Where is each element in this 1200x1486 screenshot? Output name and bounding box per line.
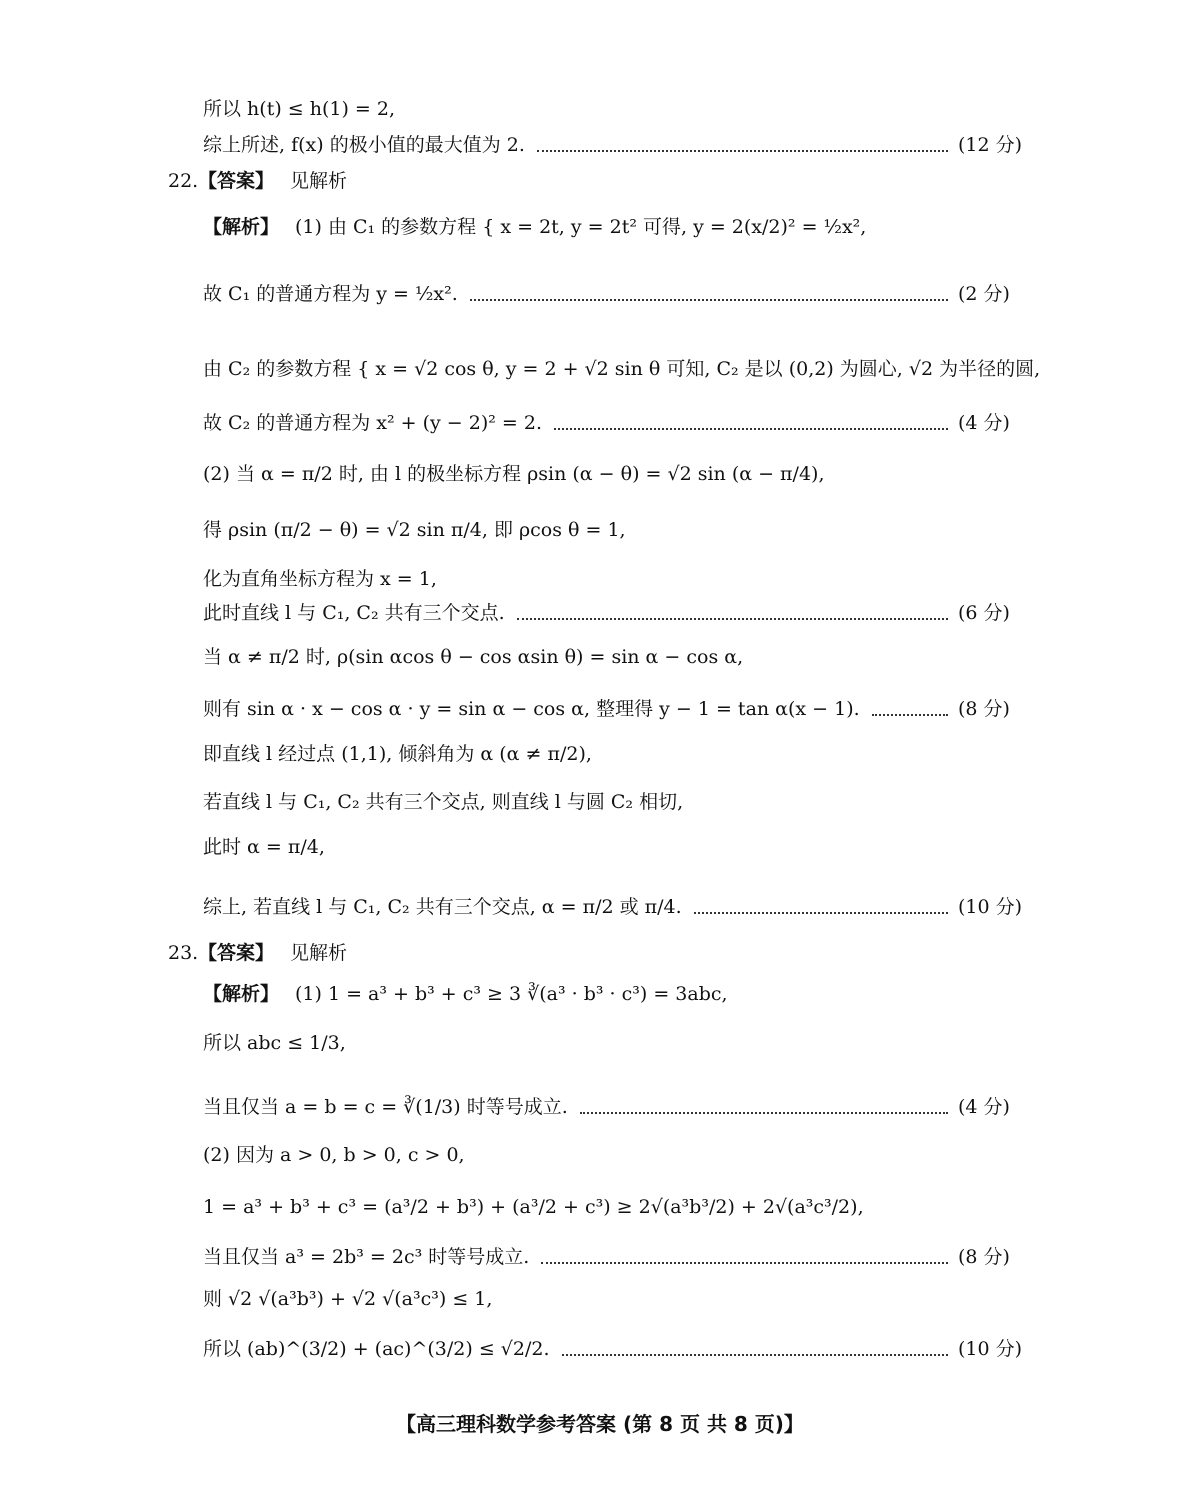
- line-text: 则有 sin α · x − cos α · y = sin α − cos α, 整理得 y − 1 = tan α(x − 1).: [203, 698, 860, 720]
- dotted-leader: [872, 714, 948, 716]
- question-number: 23.: [168, 942, 199, 964]
- line-text: 当且仅当 a³ = 2b³ = 2c³ 时等号成立.: [203, 1246, 530, 1268]
- line-text: 则 √2 √(a³b³) + √2 √(a³c³) ≤ 1,: [203, 1288, 493, 1310]
- line-text: 所以 abc ≤ 1/3,: [203, 1032, 346, 1054]
- line-text: 见解析: [290, 942, 348, 964]
- dotted-leader: [694, 912, 948, 914]
- line-text: 所以 (ab)^(3/2) + (ac)^(3/2) ≤ √2/2.: [203, 1338, 550, 1360]
- score-label: (8 分): [958, 698, 1010, 720]
- dotted-leader: [562, 1354, 948, 1356]
- score-label: (10 分): [958, 1338, 1023, 1360]
- line-text: 综上, 若直线 l 与 C₁, C₂ 共有三个交点, α = π/2 或 π/4.: [203, 896, 682, 918]
- score-label: (4 分): [958, 412, 1010, 434]
- line-text: 所以 h(t) ≤ h(1) = 2,: [203, 98, 396, 120]
- line-text: 见解析: [290, 170, 348, 192]
- line-text: 此时 α = π/4,: [203, 836, 325, 858]
- line-text: 当且仅当 a = b = c = ∛(1/3) 时等号成立.: [203, 1096, 568, 1118]
- line-text: (1) 1 = a³ + b³ + c³ ≥ 3 ∛(a³ · b³ · c³) = 3abc,: [295, 983, 728, 1005]
- line-text: (2) 因为 a > 0, b > 0, c > 0,: [203, 1144, 465, 1166]
- score-label: (2 分): [958, 283, 1010, 305]
- dotted-leader: [541, 1262, 948, 1264]
- line-text: 综上所述, f(x) 的极小值的最大值为 2.: [203, 134, 525, 156]
- line-text: 即直线 l 经过点 (1,1), 倾斜角为 α (α ≠ π/2),: [203, 743, 592, 765]
- section-label: 【答案】: [198, 170, 275, 192]
- line-text: 故 C₁ 的普通方程为 y = ½x².: [203, 283, 458, 305]
- line-text: 由 C₂ 的参数方程 { x = √2 cos θ, y = 2 + √2 sin θ 可知, C₂ 是以 (0,2) 为圆心, √2 为半径的圆,: [203, 358, 1041, 380]
- line-text: 化为直角坐标方程为 x = 1,: [203, 568, 437, 590]
- line-text: 1 = a³ + b³ + c³ = (a³/2 + b³) + (a³/2 + c³) ≥ 2√(a³b³/2) + 2√(a³c³/2),: [203, 1196, 864, 1218]
- line-text: 故 C₂ 的普通方程为 x² + (y − 2)² = 2.: [203, 412, 542, 434]
- dotted-leader: [554, 428, 948, 430]
- dotted-leader: [470, 299, 948, 301]
- line-text: 此时直线 l 与 C₁, C₂ 共有三个交点.: [203, 602, 505, 624]
- dotted-leader: [517, 618, 948, 620]
- score-label: (8 分): [958, 1246, 1010, 1268]
- section-label: 【解析】: [203, 983, 280, 1005]
- score-label: (6 分): [958, 602, 1010, 624]
- question-number: 22.: [168, 170, 199, 192]
- line-text: (1) 由 C₁ 的参数方程 { x = 2t, y = 2t² 可得, y = 2(x/2)² = ½x²,: [295, 216, 867, 238]
- line-text: (2) 当 α = π/2 时, 由 l 的极坐标方程 ρsin (α − θ) = √2 sin (α − π/4),: [203, 463, 825, 485]
- line-text: 得 ρsin (π/2 − θ) = √2 sin π/4, 即 ρcos θ = 1,: [203, 519, 626, 541]
- dotted-leader: [537, 150, 948, 152]
- score-label: (12 分): [958, 134, 1023, 156]
- line-text: 若直线 l 与 C₁, C₂ 共有三个交点, 则直线 l 与圆 C₂ 相切,: [203, 791, 684, 813]
- dotted-leader: [580, 1112, 948, 1114]
- score-label: (4 分): [958, 1096, 1010, 1118]
- line-text: 当 α ≠ π/2 时, ρ(sin αcos θ − cos αsin θ) = sin α − cos α,: [203, 646, 744, 668]
- section-label: 【答案】: [198, 942, 275, 964]
- score-label: (10 分): [958, 896, 1023, 918]
- section-label: 【解析】: [203, 216, 280, 238]
- page-footer: 【高三理科数学参考答案 (第 8 页 共 8 页)】: [396, 1412, 804, 1436]
